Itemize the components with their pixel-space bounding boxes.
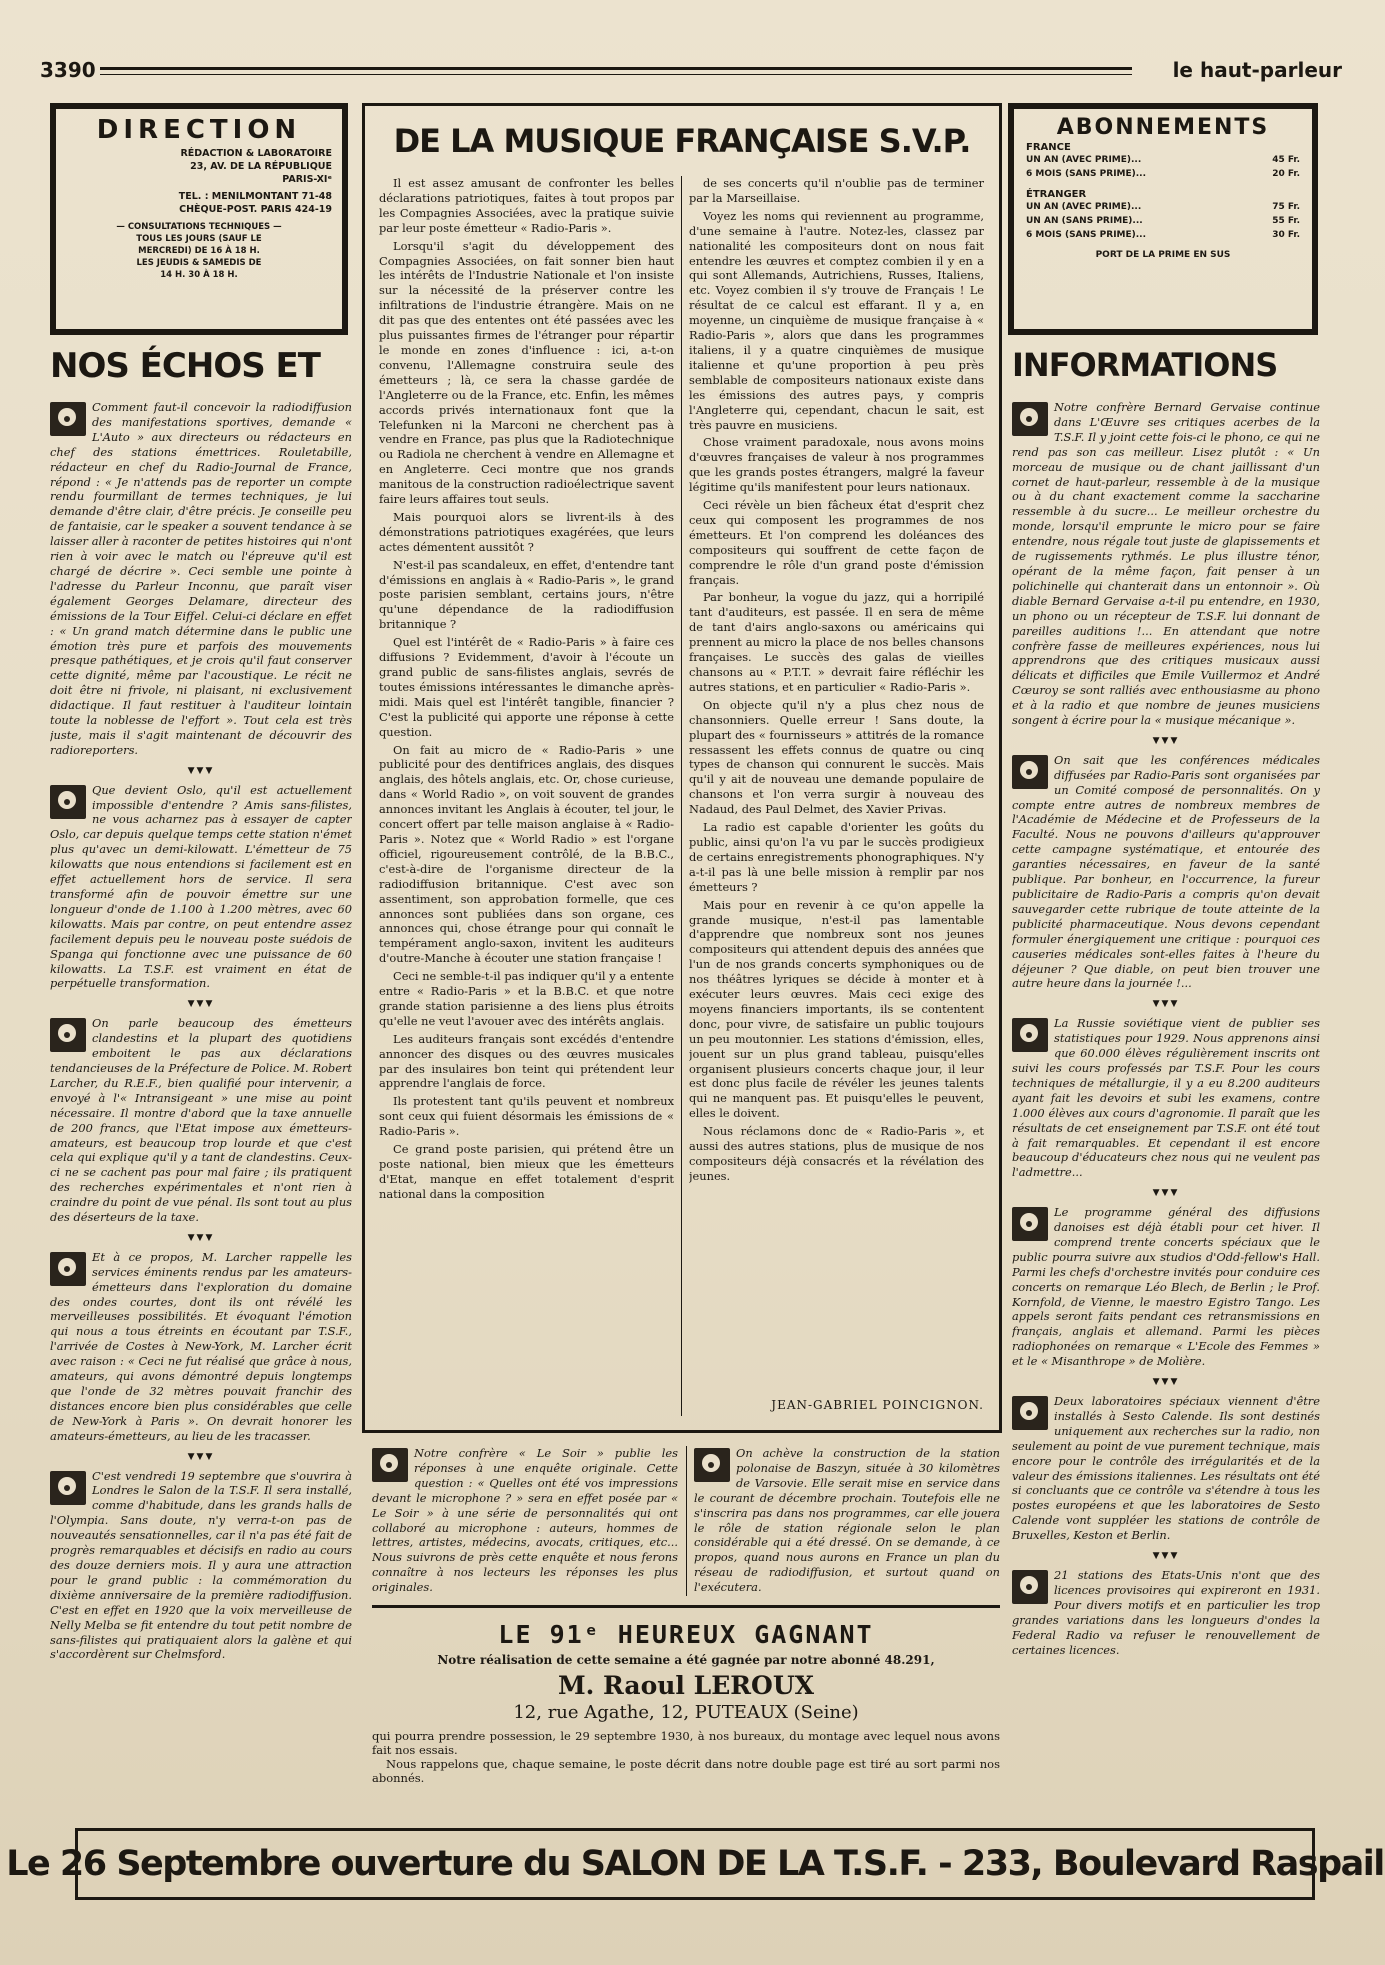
article-column-2 [689,176,984,1396]
direction-cheque: CHÈQUE-POST. PARIS 424-19 [179,204,332,215]
price-value: 75 Fr. [1272,202,1300,212]
left-column [50,400,352,1805]
abonnements-box [1008,103,1318,335]
direction-hours2: MERCREDI) DE 16 À 18 H. [138,246,260,256]
article-column-1 [379,176,674,1421]
mid-item-right [694,1446,1000,1606]
abonnements-title: ABONNEMENTS [1056,115,1270,140]
right-column [1012,400,1320,1805]
article-paragraph: Nous réclamons donc de « Radio-Paris », et aussi des autres stations, plus de musique de nos compositeurs déjà consacrés et la révélation des jeunes. [689,1124,984,1183]
price-label: 6 MOIS (SANS PRIME)... [1026,230,1147,240]
direction-tel: TEL. : MENILMONTANT 71-48 [178,191,332,202]
article-paragraph: Ceci ne semble-t-il pas indiquer qu'il y a entente entre « Radio-Paris » et la B.B.C. et que notre grande station parisienne a des liens plus étroits qu'elle ne veut l'avouer avec des intérêts anglais. [379,969,674,1028]
article-paragraph: Mais pourquoi alors se livrent-ils à des démonstrations patriotiques exagérées, que leurs actes démentent aussitôt ? [379,509,674,554]
loudspeaker-icon [50,1471,86,1505]
separator-ornament: ▼▼▼ [187,999,215,1010]
abonnements-note: PORT DE LA PRIME EN SUS [1095,250,1231,260]
article-paragraph: Mais pour en revenir à ce qu'on appelle la grande musique, n'est-il pas lamentable d'apprendre que nombreux sont nos jeunes compositeurs qui attendent depuis des années que l'un de nos grands concerts symphoniques ou de nos théâtres lyriques se décide à monter et à exécuter leurs œuvres. Mais ceci exige des moyens financiers importants, ils se contentent donc, pour vivre, de satisfaire un public toujours un peu moutonnier. Les stations d'émission, elles, jouent sur un plus grand tableau, puisqu'elles organisent plusieurs concerts chaque jour, il leur est donc plus facile de révéler les jeunes talents qui ne manquent pas. Et puisqu'elles le peuvent, elles le doivent. [689,897,984,1121]
price-label: UN AN (AVEC PRIME)... [1026,155,1142,165]
winner-text1: qui pourra prendre possession, le 29 septembre 1930, à nos bureaux, du montage avec lequel nous avons fait nos essais. [372,1729,1000,1757]
page-number: 3390 [40,58,96,82]
news-item-text: C'est vendredi 19 septembre que s'ouvrira à Londres le Salon de la T.S.F. Il sera installé, comme d'habitude, dans les grands halls de l'Olympia. Sans doute, n'y verra-t-on pas de nouveautés sensationnelles, car il n'a pas été fait de progrès remarquables et décisifs en radio au cours des douze derniers mois. Il y aura une attraction pour le grand public : la commémoration du dixième anniversaire de la première radiodiffusion. C'est en effet en 1920 que la voix merveilleuse de Nelly Melba se fit entendre du tout petit nombre de sans-filistes qui pratiquaient alors la galène et qui s'accordèrent sur Chelmsford. [50,1468,352,1662]
news-item [694,1446,1000,1595]
article-paragraph: Ils protestent tant qu'ils peuvent et nombreux sont ceux qui fuient désormais les émissions de « Radio-Paris ». [379,1094,674,1139]
news-item [50,1016,352,1225]
news-item [1012,1568,1320,1657]
news-item [372,1446,678,1595]
winner-address: 12, rue Agathe, 12, PUTEAUX (Seine) [513,1702,859,1723]
price-label: UN AN (AVEC PRIME)... [1026,202,1142,212]
loudspeaker-icon [50,1252,86,1286]
winner-text2: Nous rappelons que, chaque semaine, le poste décrit dans notre double page est tiré au sort parmi nos abonnés. [372,1757,1000,1785]
news-item-text: On sait que les conférences médicales diffusées par Radio-Paris sont organisées par un Comité composé de personnalités. On y compte entre autres de nombreux membres de l'Académie de Médecine et de Professeurs de la Faculté. Nous ne pouvons d'ailleurs qu'approuver cette campagne systématique, et entourée des garanties nécessaires, en faveur de la santé publique. Par bonheur, en l'occurrence, la fureur publicitaire de Radio-Paris a compris qu'on devait sauvegarder cette rubrique de toute atteinte de la publicité pharmaceutique. Nous devons cependant formuler énergiquement une critique : pourquoi ces causeries médicales sont-elles faites à l'heure du déjeuner ? Que diable, on peut bien trouver une autre heure dans la journée !... [1012,752,1320,991]
separator-ornament: ▼▼▼ [187,1451,215,1462]
separator-ornament: ▼▼▼ [1152,1188,1180,1199]
abonnements-etranger: ÉTRANGER [1026,189,1087,200]
news-item [50,1250,352,1444]
newspaper-title: le haut-parleur [1172,58,1342,82]
article-signature: JEAN-GABRIEL POINCIGNON. [771,1398,984,1412]
news-item [50,400,352,758]
heading-informations: INFORMATIONS [1012,346,1278,384]
news-item-text: Notre confrère « Le Soir » publie les réponses à une enquête originale. Cette question : « Quelles ont été vos impressions devant le microphone ? » sera en effet posée par « Le Soir » à une série de personnalités qui ont collaboré au microphone : auteurs, hommes de lettres, artistes, médecins, avocats, critiques, etc... Nous suivrons de près cette enquête et nous ferons connaître à nos lecteurs les réponses les plus originales. [372,1446,678,1595]
loudspeaker-icon [50,785,86,819]
price-row [1026,153,1300,167]
news-item-text: On achève la construction de la station polonaise de Baszyn, située à 30 kilomètres de Varsovie. Elle serait mise en service dans le courant de décembre prochain. Toutefois elle ne s'inscrira pas dans nos programmes, car elle jouera le rôle de station régionale selon le plan considérable qui a été dressé. On se demande, à ce propos, quand nous aurons en France un plan du réseau de radiodiffusion, et surtout quand on l'exécutera. [694,1446,1000,1595]
price-row [1026,228,1300,242]
price-value: 45 Fr. [1272,155,1300,165]
mid-item-left [372,1446,678,1606]
separator-ornament: ▼▼▼ [187,765,215,776]
masthead-rule-thin [100,74,1132,75]
price-row [1026,214,1300,228]
price-value: 30 Fr. [1272,230,1300,240]
news-item [1012,753,1320,992]
news-item [50,1469,352,1663]
winner-title: LE 91ᵉ HEUREUX GAGNANT [498,1620,874,1649]
loudspeaker-icon [1012,1396,1048,1430]
article-paragraph: Lorsqu'il s'agit du développement des Compagnies Associées, on fait sonner bien haut les intérêts de l'Industrie Nationale et l'on insiste sur la nécessité de la préserver contre les infiltrations de l'industrie étrangère. Mais on ne dit pas que des ententes ont été passées avec les plus puissantes firmes de l'étranger pour répartir le monde en zones d'influence : ici, a-t-on convenu, l'Allemagne construira seule des émetteurs ; là, ce sera la chasse gardée de l'Angleterre ou de la France, etc. Enfin, les mêmes accords privés internationaux font que la Telefunken ni la Marconi ne cherchent pas à vendre en France, pas plus que la Radiotechnique ou Radiola ne cherchent à vendre en Allemagne et en Angleterre. Ceci montre que nos grands manitous de la construction radioélectrique savent faire leurs affaires tout seuls. [379,238,674,507]
news-item-text: 21 stations des Etats-Unis n'ont que des licences provisoires qui expireront en 1931. Pour divers motifs et en particulier les trop grandes variations dans les longueurs d'ondes la Federal Radio va refuser le renouvellement de certaines licences. [1012,1567,1320,1657]
news-item-text: La Russie soviétique vient de publier ses statistiques pour 1929. Nous apprenons ainsi que 60.000 élèves régulièrement inscrits ont suivi les cours professés par T.S.F. Pour les cours techniques de métallurgie, il y a eu 8.200 auditeurs ayant fait les devoirs et subi les examens, contre 1.000 élèves aux cours d'agronomie. Il paraît que les résultats de cet enseignement par T.S.F. ont été tout à fait remarquables. Et cependant il est encore beaucoup d'éducateurs chez nous qui ne veulent pas l'admettre... [1012,1016,1320,1180]
loudspeaker-icon [50,1018,86,1052]
price-value: 55 Fr. [1272,216,1300,226]
article-paragraph: Voyez les noms qui reviennent au programme, d'une semaine à l'autre. Notez-les, classez par nationalité les compositeurs dont on nous fait entendre les œuvres et comptez combien il y en a qui sont Allemands, Autrichiens, Russes, Italiens, etc. Voyez combien il s'y trouve de Français ! Le résultat de ce calcul est effarant. Il y a, en moyenne, un cinquième de musique française à « Radio-Paris », alors que dans les programmes italiens, il y a quatre cinquièmes de musique italienne et qu'une proportion à peu près semblable de compositeurs nationaux existe dans les émissions des autres pays, y compris l'Angleterre qui, cependant, chacun le sait, est très pauvre en musiciens. [689,208,984,432]
loudspeaker-icon [1012,755,1048,789]
news-item-text: Deux laboratoires spéciaux viennent d'être installés à Sesto Calende. Ils sont destinés uniquement aux recherches sur la radio, non seulement au point de vue purement technique, mais encore pour le contrôle des irrégularités et de la valeur des émissions italiennes. Les résultats ont été si concluants que ce contrôle va s'étendre à tous les postes européens et que les laboratoires de Sesto Calende vont suppléer les stations de contrôle de Bruxelles, Keston et Berlin. [1012,1394,1320,1543]
winner-block [372,1605,1000,1785]
loudspeaker-icon [1012,1207,1048,1241]
direction-line3: PARIS-XIᵉ [282,174,332,185]
masthead-rule [100,67,1132,70]
news-item [1012,1016,1320,1180]
article-paragraph: N'est-il pas scandaleux, en effet, d'entendre tant d'émissions en anglais à « Radio-Paris », le grand poste parisien semblant, certains jours, n'être qu'une dépendance de la radiodiffusion britannique ? [379,557,674,632]
bottom-banner [6,1828,1384,1900]
news-item [50,783,352,992]
price-label: UN AN (SANS PRIME)... [1026,216,1143,226]
heading-nos-echos: NOS ÉCHOS ET [50,346,320,386]
article-paragraph: Les auditeurs français sont excédés d'entendre annoncer des disques ou des œuvres musicales par des insulaires bon teint qui prétendent leur apprendre l'anglais de force. [379,1031,674,1091]
direction-hours1: TOUS LES JOURS (SAUF LE [136,234,262,244]
loudspeaker-icon [372,1448,408,1482]
article-paragraph: Quel est l'intérêt de « Radio-Paris » à faire ces diffusions ? Evidemment, d'avoir à l'écoute un grand public de sans-filistes anglais, sevrés de toutes émissions intéressantes le dimanche après-midi. Mais quel est l'intérêt tangible, financier ? C'est la publicité qui apporte une réponse à cette question. [379,635,674,739]
direction-consult: — CONSULTATIONS TECHNIQUES — [116,222,282,232]
news-item-text: Et à ce propos, M. Larcher rappelle les services éminents rendus par les amateurs-émetteurs dans l'exploration du domaine des ondes courtes, dont ils ont révélé les merveilleuses possibilités. Et évoquant l'émotion qui nous a tous étreints en écoutant par T.S.F., l'arrivée de Costes à New-York, M. Larcher écrit avec raison : « Ceci ne fut réalisé que grâce à nous, amateurs, qui avons démontré depuis longtemps que l'onde de 32 mètres pouvait franchir des distances encore bien plus considérables que celle de New-York à Paris ». On devrait honorer les amateurs-émetteurs, au lieu de les tracasser. [50,1249,352,1443]
loudspeaker-icon [1012,1570,1048,1604]
direction-hours4: 14 H. 30 À 18 H. [160,270,238,280]
article-box [362,103,1002,1433]
article-paragraph: Ce grand poste parisien, qui prétend être un poste national, bien mieux que les émetteurs d'Etat, manque en effet totalement d'esprit national dans la composition [379,1142,674,1201]
price-label: 6 MOIS (SANS PRIME)... [1026,169,1147,179]
loudspeaker-icon [1012,1018,1048,1052]
article-paragraph: Il est assez amusant de confronter les belles déclarations patriotiques, faites à tout propos par les Compagnies Associées, avec la pratique suivie par leur poste émetteur « Radio-Paris ». [379,176,674,235]
price-row [1026,167,1300,181]
news-item-text: On parle beaucoup des émetteurs clandestins et la plupart des quotidiens emboitent le pas aux déclarations tendancieuses de la Préfecture de Police. M. Robert Larcher, du R.E.F., bien qualifié pour intervenir, a envoyé à l'« Intransigeant » une mise au point nécessaire. Il montre d'abord que la taxe annuelle de 200 francs, que l'Etat impose aux émetteurs-amateurs, est beaucoup trop lourde et que c'est cela qui explique qu'il y a tant de clandestins. Ceux-ci ne se cachent pas pour mal faire ; ils pratiquent des recherches expérimentales et n'ont rien à craindre du point de vue pénal. Ils sont tout au plus des déserteurs de la taxe. [50,1016,352,1225]
winner-name: M. Raoul LEROUX [557,1671,815,1700]
separator-ornament: ▼▼▼ [1152,1377,1180,1388]
separator-ornament: ▼▼▼ [1152,735,1180,746]
article-paragraph: Chose vraiment paradoxale, nous avons moins d'œuvres françaises de valeur à nos programmes que les grands postes étrangers, malgré la faveur légitime qu'ils manifestent pour leurs nationaux. [689,435,984,495]
direction-title: DIRECTION [96,115,302,145]
separator-ornament: ▼▼▼ [187,1232,215,1243]
direction-box [50,103,348,335]
article-paragraph: On fait au micro de « Radio-Paris » une publicité pour des dentifrices anglais, des disques anglais, des hôtels anglais, etc. Or, chose curieuse, dans « World Radio », on voit souvent de grandes annonces invitant les Anglais à écouter, tel jour, le concert offert par telle maison anglaise à « Radio-Paris ». Notez que « World Radio » est l'organe officiel, rigoureusement contrôlé, de la B.B.C., c'est-à-dire de l'organisme directeur de la radiodiffusion britannique. C'est avec son assentiment, son approbation formelle, que ces annonces sont publiées dans son organe, ces annonces qui, chose étrange pour qui connaît le tempérament anglo-saxon, invitent les auditeurs d'outre-Manche à écouter une station française ! [379,742,674,966]
article-paragraph: Ceci révèle un bien fâcheux état d'esprit chez ceux qui composent les programmes de nos émetteurs. Et l'on comprend les doléances des compositeurs qui souffrent de cette façon de comprendre le rôle d'un grand poste d'émission français. [689,498,984,587]
direction-hours3: LES JEUDIS & SAMEDIS DE [136,258,262,268]
direction-line1: RÉDACTION & LABORATOIRE [180,148,332,159]
news-item-text: Notre confrère Bernard Gervaise continue dans L'Œuvre ses critiques acerbes de la T.S.F. Il y joint cette fois-ci le phono, ce qui ne rend pas son cas meilleur. Lisez plutôt : « Un morceau de musique ou de chant jaillissant d'un cornet de haut-parleur, ressemble à de la musique ou à du chant exactement comme la saccharine ressemble à du sucre... Le meilleur orchestre du monde, lorsqu'il emprunte le micro pour se faire entendre, nous régale tout juste de glapissements et de rugissements rythmés. Le plus illustre ténor, opérant de la même façon, fait penser à un polichinelle qui chanterait dans un entonnoir ». Où diable Bernard Gervaise a-t-il pu entendre, en 1930, un phono ou un récepteur de T.S.F. lui donnant de pareilles auditions !... En attendant que notre confrère fasse de meilleures expériences, nous lui apprendrons que des critiques musicaux aussi délicats et difficiles que Emile Vuillermoz et André Cœuroy se sont ralliés avec enthousiasme au phono et à la radio et que nombre de jeunes musiciens songent à écrire pour la « musique mécanique ». [1012,400,1320,728]
article-title: DE LA MUSIQUE FRANÇAISE S.V.P. [393,122,971,160]
direction-line2: 23, AV. DE LA RÉPUBLIQUE [190,161,332,172]
news-item-text: Le programme général des diffusions danoises est déjà établi pour cet hiver. Il comprend trente concerts spéciaux que le public pourra suivre aux studios d'Odd-fellow's Hall. Parmi les chefs d'orchestre invités pour conduire ces concerts on remarque Léo Blech, de Berlin ; le Prof. Kornfold, de Vienne, le maestro Egistro Tango. Les appels seront faits pendant ces retransmissions en français, anglais et allemand. Parmi les pièces radiophonées on remarque « L'Ecole des Femmes » et le « Misanthrope » de Molière. [1012,1205,1320,1369]
news-item [1012,400,1320,728]
loudspeaker-icon [50,402,86,436]
separator-ornament: ▼▼▼ [1152,999,1180,1010]
price-value: 20 Fr. [1272,169,1300,179]
article-paragraph: Par bonheur, la vogue du jazz, qui a horripilé tant d'auditeurs, est passée. Il en sera de même de tant d'airs anglo-saxons ou américains qui prennent au micro la place de nos belles chansons françaises. Le succès des galas de vieilles chansons au « P.T.T. » devrait faire réfléchir les autres stations, et en particulier « Radio-Paris ». [689,590,984,694]
article-paragraph: de ses concerts qu'il n'oublie pas de terminer par la Marseillaise. [689,176,984,205]
article-column-rule [681,176,682,1416]
winner-subtitle: Notre réalisation de cette semaine a été gagnée par notre abonné 48.291, [437,1653,935,1667]
news-item [1012,1394,1320,1543]
banner-text: Le 26 Septembre ouverture du SALON DE LA T.S.F. - 233, Boulevard Raspail [6,1844,1384,1884]
article-paragraph: La radio est capable d'orienter les goûts du public, ainsi qu'on l'a vu par le succès prodigieux de certains enregistrements phonographiques. N'y a-t-il pas là une belle mission à remplir par nos émetteurs ? [689,820,984,894]
news-item [1012,1205,1320,1369]
separator-ornament: ▼▼▼ [1152,1551,1180,1562]
news-item-text: Que devient Oslo, qu'il est actuellement impossible d'entendre ? Amis sans-filistes, ne vous acharnez pas à essayer de capter Oslo, car depuis quelque temps cette station n'émet plus qu'avec un demi-kilowatt. L'émetteur de 75 kilowatts que nous entendions si facilement est en effet actuellement hors de service. Il sera transformé afin de pouvoir émettre sur une longueur d'onde de 1.100 à 1.200 mètres, avec 60 kilowatts. Mais par contre, on peut entendre assez facilement depuis peu le nouveau poste suédois de Spanga qui fonctionne avec une puissance de 60 kilowatts. La T.S.F. est vraiment en état de perpétuelle transformation. [50,782,352,991]
mid-divider [686,1446,687,1596]
loudspeaker-icon [1012,402,1048,436]
article-paragraph: On objecte qu'il n'y a plus chez nous de chansonniers. Quelle erreur ! Sans doute, la plupart des « fournisseurs » attitrés de la romance ressassent les effets connus de quatre ou cinq types de chanson qui connurent le succès. Mais qu'il y ait de nouveau une demande populaire de chansons et l'on verra surgir à nouveau des Nadaud, des Paul Delmet, des Xavier Privas. [689,697,984,817]
abonnements-france: FRANCE [1026,142,1071,153]
loudspeaker-icon [694,1448,730,1482]
news-item-text: Comment faut-il concevoir la radiodiffusion des manifestations sportives, demande « L'Auto » aux directeurs ou rédacteurs en chef des stations émettrices. Rouletabille, rédacteur en chef du Radio-Journal de France, répond : « Je n'attends pas de reporter un compte rendu fourmillant de termes techniques, je lui demande d'être clair, d'être précis. Je conseille peu de fantaisie, car le speaker a souvent tendance à se laisser aller à raconter de petites histoires qui n'ont rien à voir avec le match ou l'épreuve qu'il est chargé de décrire ». Ceci semble une pointe à l'adresse du Parleur Inconnu, que paraît viser également Georges Delamare, directeur des émissions de la Tour Eiffel. Celui-ci déclare en effet : « Un grand match détermine dans le public une émotion très pure et parfois des mouvements presque pathétiques, et je crois qu'il faut conserver cette dignité, même par l'acoustique. Le récit ne doit être ni frivole, ni plaisant, ni exclusivement didactique. Il faut restituer à l'auditeur lointain toute la noblesse de l'effort ». Tout cela est très juste, mais il s'agit maintenant de découvrir des radioreporters. [50,400,352,757]
masthead [40,58,1342,88]
price-row [1026,200,1300,214]
